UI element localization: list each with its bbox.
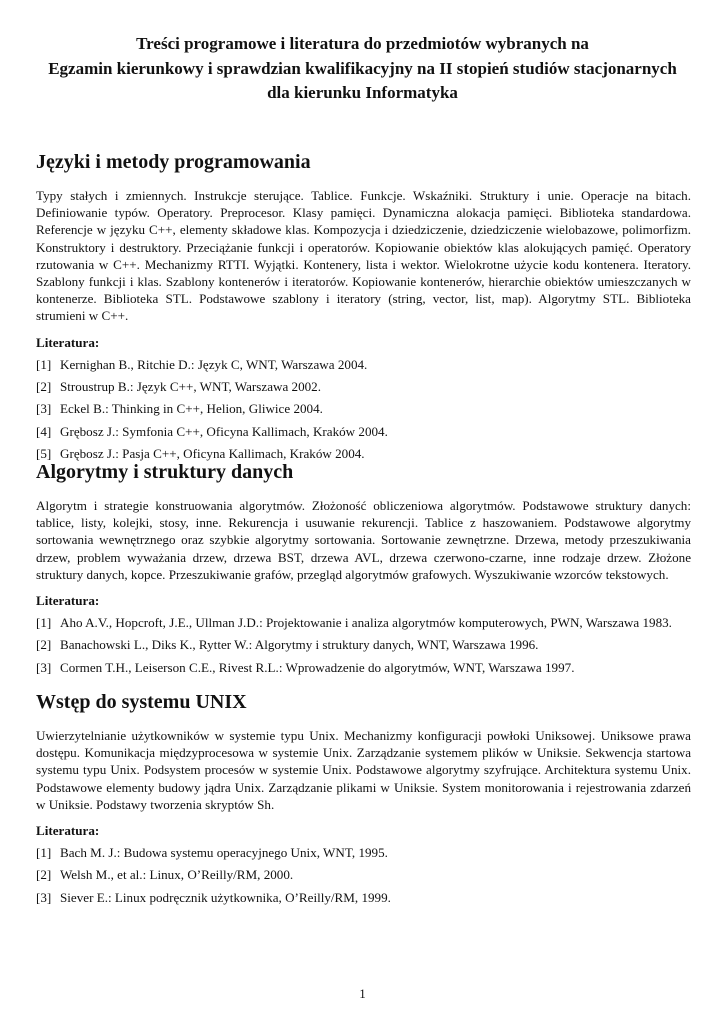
- title-line-3: dla kierunku Informatyka: [267, 83, 458, 102]
- reference-list: [36, 356, 691, 463]
- reference-item: [36, 423, 691, 440]
- title-line-1: Treści programowe i literatura do przedmiotów wybranych na: [136, 34, 589, 53]
- reference-item: [36, 400, 691, 417]
- section-body: Uwierzytelnianie użytkowników w systemie typu Unix. Mechanizmy konfiguracji powłoki Uniksowej. Uniksowe prawa dostępu. Komunikacja międzyprocesowa w systemie Unix. Zarządzanie systemem plików w Uniksie. Sekwencja startowa systemu typu Unix. Podsystem procesów w systemie Unix. Podstawowe algorytmy szyfrujące. Architektura systemu Unix. Podstawowe elementy budowy jądra Unix. Zarządzanie plikami w Uniksie. System monitorowania i rejestrowania zdarzeń w Uniksie. Podstawy tworzenia skryptów Sh.: [36, 728, 691, 812]
- literature-label: Literatura:: [36, 593, 100, 609]
- reference-text: Siever E.: Linux podręcznik użytkownika, O’Reilly/RM, 1999.: [60, 889, 391, 905]
- reference-item: [36, 866, 691, 883]
- reference-text: Grębosz J.: Symfonia C++, Oficyna Kallimach, Kraków 2004.: [60, 423, 388, 439]
- reference-text: Welsh M., et al.: Linux, O’Reilly/RM, 2000.: [60, 867, 294, 883]
- title-line-2: Egzamin kierunkowy i sprawdzian kwalifikacyjny na II stopień studiów stacjonarnych: [48, 58, 677, 78]
- reference-number: [2]: [36, 379, 52, 395]
- reference-item: [36, 844, 691, 861]
- section-body: Algorytm i strategie konstruowania algorytmów. Złożoność obliczeniowa algorytmów. Podstawowe struktury danych: tablice, listy, kolejki, stosy, inne. Rekurencja i usuwanie rekurencji. Tablice z haszowaniem. Podstawowe algorytmy sortowania wewnętrznego oraz szybkie algorytmy sortowania. Sortowanie zewnętrzne. Drzewa, metody przeszukiwania drzew, problem wyważania drzew, drzewa BST, drzewa AVL, drzewa czerwono-czarne, inne rodzaje drzew. Złożone struktury danych, kopce. Przeszukiwanie grafów, przegląd algorytmów grafowych. Wyszukiwanie wzorców tekstowych.: [36, 498, 691, 582]
- section-heading: Wstęp do systemu UNIX: [36, 691, 247, 713]
- reference-number: [1]: [36, 356, 52, 372]
- section-body: Typy stałych i zmiennych. Instrukcje sterujące. Tablice. Funkcje. Wskaźniki. Struktury i unie. Operacje na bitach. Definiowanie typów. Operatory. Preprocesor. Klasy pamięci. Dynamiczna alokacja pamięci. Biblioteka standardowa. Referencje w języku C++, elementy składowe klas. Kompozycja i dziedziczenie, dziedziczenie wielobazowe, polimorfizm. Konstruktory i destruktory. Przeciążanie funkcji i operatorów. Kopiowanie obiektów klas alokujących pamięć. Operatory rzutowania w C++. Mechanizmy RTTI. Wyjątki. Kontenery, lista i wektor. Wielokrotne użycie kodu kontenera. Iteratory. Szablony funkcji i klas. Szablony kontenerów i iteratorów. Kopiowanie kontenerów, hierarchie obiektów umieszczanych w kontenerze. Biblioteka STL. Podstawowe szablony i iteratory (string, vector, list, map). Algorytmy STL. Biblioteka strumieni w C++.: [36, 188, 691, 324]
- section-algorithms: [36, 460, 691, 681]
- reference-number: [3]: [36, 401, 52, 417]
- literature-label: Literatura:: [36, 334, 100, 350]
- literature-label: Literatura:: [36, 823, 100, 839]
- reference-number: [1]: [36, 845, 52, 861]
- reference-number: [4]: [36, 423, 52, 439]
- reference-list: [36, 844, 691, 906]
- reference-number: [2]: [36, 637, 52, 653]
- section-programming: [36, 150, 691, 468]
- document-title: [30, 32, 695, 106]
- reference-item: [36, 378, 691, 395]
- section-unix: [36, 690, 691, 911]
- reference-text: Bach M. J.: Budowa systemu operacyjnego Unix, WNT, 1995.: [60, 845, 388, 861]
- reference-text: Kernighan B., Ritchie D.: Język C, WNT, Warszawa 2004.: [60, 356, 368, 372]
- reference-text: Grębosz J.: Pasja C++, Oficyna Kallimach, Kraków 2004.: [60, 446, 365, 462]
- reference-text: Eckel B.: Thinking in C++, Helion, Gliwice 2004.: [60, 401, 323, 417]
- reference-item: [36, 636, 691, 653]
- reference-number: [2]: [36, 867, 52, 883]
- reference-list: [36, 614, 691, 676]
- section-heading: Języki i metody programowania: [36, 151, 311, 173]
- reference-number: [3]: [36, 659, 52, 675]
- reference-number: [1]: [36, 615, 52, 631]
- reference-number: [5]: [36, 446, 52, 462]
- page-number: 1: [359, 986, 366, 1001]
- reference-number: [3]: [36, 889, 52, 905]
- reference-text: Aho A.V., Hopcroft, J.E., Ullman J.D.: Projektowanie i analiza algorytmów komputerowych, PWN, Warszawa 1983.: [60, 615, 672, 631]
- reference-text: Cormen T.H., Leiserson C.E., Rivest R.L.: Wprowadzenie do algorytmów, WNT, Warszawa 1997.: [60, 659, 575, 675]
- reference-item: [36, 614, 691, 631]
- section-heading: Algorytmy i struktury danych: [36, 461, 294, 483]
- reference-item: [36, 659, 691, 676]
- reference-item: [36, 356, 691, 373]
- reference-text: Banachowski L., Diks K., Rytter W.: Algorytmy i struktury danych, WNT, Warszawa 1996.: [60, 637, 539, 653]
- reference-text: Stroustrup B.: Język C++, WNT, Warszawa 2002.: [60, 379, 322, 395]
- reference-item: [36, 889, 691, 906]
